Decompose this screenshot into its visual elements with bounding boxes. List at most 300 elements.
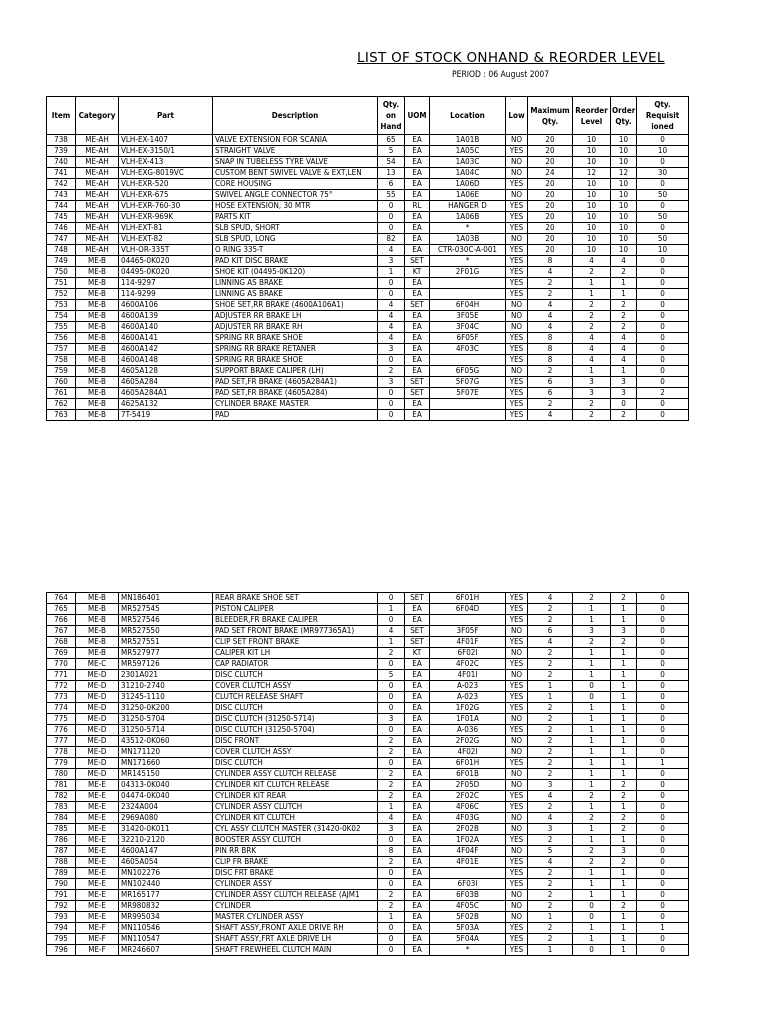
- cell-item: 742: [47, 179, 76, 190]
- table-row: [47, 879, 689, 890]
- cell-reorder-level: 10: [573, 135, 611, 146]
- cell-maximum-qty: 2: [528, 802, 573, 813]
- cell-description: DISC CLUTCH: [213, 703, 378, 714]
- cell-qty-requisitioned: 0: [637, 846, 689, 857]
- cell-description: ADJUSTER RR BRAKE LH: [213, 311, 378, 322]
- table-row: [47, 835, 689, 846]
- cell-description: PAD SET,FR BRAKE (4605A284A1): [213, 377, 378, 388]
- cell-description: CYLINDER KIT CLUTCH: [213, 813, 378, 824]
- cell-description: PIN RR BRK: [213, 846, 378, 857]
- cell-maximum-qty: 2: [528, 879, 573, 890]
- cell-description: CYLINDER: [213, 901, 378, 912]
- cell-qty-on-hand: 0: [378, 355, 405, 366]
- cell-item: 741: [47, 168, 76, 179]
- header-qty-requisitioned: Qty. Requisit ioned: [637, 97, 689, 135]
- cell-qty-on-hand: 8: [378, 846, 405, 857]
- cell-item: 763: [47, 410, 76, 421]
- cell-maximum-qty: 2: [528, 659, 573, 670]
- cell-uom: SET: [405, 256, 430, 267]
- cell-part: MR527545: [119, 604, 213, 615]
- cell-part: MR527550: [119, 626, 213, 637]
- cell-location: [430, 289, 506, 300]
- cell-order-qty: 1: [611, 604, 637, 615]
- cell-part: MR527546: [119, 615, 213, 626]
- cell-location: [430, 355, 506, 366]
- cell-reorder-level: 2: [573, 857, 611, 868]
- cell-order-qty: 10: [611, 223, 637, 234]
- cell-location: 5F07E: [430, 388, 506, 399]
- cell-location: [430, 868, 506, 879]
- cell-location: 6F04H: [430, 300, 506, 311]
- cell-qty-on-hand: 1: [378, 802, 405, 813]
- cell-category: ME-D: [76, 747, 119, 758]
- cell-reorder-level: 1: [573, 769, 611, 780]
- cell-order-qty: 1: [611, 714, 637, 725]
- header-part: Part: [119, 97, 213, 135]
- cell-description: SHAFT ASSY,FRT AXLE DRIVE LH: [213, 934, 378, 945]
- cell-reorder-level: 1: [573, 758, 611, 769]
- cell-uom: EA: [405, 135, 430, 146]
- cell-part: MN171660: [119, 758, 213, 769]
- cell-low: NO: [506, 190, 528, 201]
- cell-location: *: [430, 945, 506, 956]
- cell-maximum-qty: 4: [528, 857, 573, 868]
- cell-order-qty: 1: [611, 802, 637, 813]
- cell-item: 740: [47, 157, 76, 168]
- cell-order-qty: 12: [611, 168, 637, 179]
- cell-low: YES: [506, 278, 528, 289]
- cell-item: 781: [47, 780, 76, 791]
- cell-part: 32210-2120: [119, 835, 213, 846]
- cell-reorder-level: 2: [573, 399, 611, 410]
- cell-low: YES: [506, 659, 528, 670]
- cell-item: 754: [47, 311, 76, 322]
- cell-category: ME-AH: [76, 190, 119, 201]
- cell-description: CAP RADIATOR: [213, 659, 378, 670]
- cell-low: YES: [506, 256, 528, 267]
- cell-maximum-qty: 2: [528, 366, 573, 377]
- cell-reorder-level: 3: [573, 626, 611, 637]
- cell-item: 752: [47, 289, 76, 300]
- cell-order-qty: 3: [611, 377, 637, 388]
- table-row: [47, 311, 689, 322]
- table-row: [47, 868, 689, 879]
- cell-part: 2301A021: [119, 670, 213, 681]
- cell-maximum-qty: 2: [528, 604, 573, 615]
- cell-qty-requisitioned: 0: [637, 934, 689, 945]
- cell-order-qty: 4: [611, 344, 637, 355]
- table-row: [47, 703, 689, 714]
- cell-description: HOSE EXTENSION, 30 MTR: [213, 201, 378, 212]
- cell-qty-requisitioned: 10: [637, 146, 689, 157]
- cell-qty-on-hand: 4: [378, 245, 405, 256]
- cell-order-qty: 1: [611, 703, 637, 714]
- cell-uom: SET: [405, 300, 430, 311]
- table-row: [47, 256, 689, 267]
- cell-order-qty: 2: [611, 813, 637, 824]
- cell-reorder-level: 1: [573, 824, 611, 835]
- cell-uom: EA: [405, 157, 430, 168]
- cell-order-qty: 1: [611, 758, 637, 769]
- cell-order-qty: 1: [611, 725, 637, 736]
- cell-category: ME-D: [76, 681, 119, 692]
- cell-part: 04474-0K040: [119, 791, 213, 802]
- cell-uom: EA: [405, 780, 430, 791]
- cell-maximum-qty: 1: [528, 692, 573, 703]
- cell-qty-on-hand: 0: [378, 399, 405, 410]
- cell-category: ME-E: [76, 857, 119, 868]
- cell-description: PAD: [213, 410, 378, 421]
- cell-category: ME-E: [76, 879, 119, 890]
- cell-description: PAD KIT DISC BRAKE: [213, 256, 378, 267]
- cell-category: ME-F: [76, 945, 119, 956]
- cell-uom: EA: [405, 278, 430, 289]
- cell-item: 739: [47, 146, 76, 157]
- cell-qty-on-hand: 0: [378, 945, 405, 956]
- cell-qty-on-hand: 3: [378, 377, 405, 388]
- cell-qty-requisitioned: 0: [637, 289, 689, 300]
- cell-part: VLH-EXR-969K: [119, 212, 213, 223]
- cell-reorder-level: 2: [573, 637, 611, 648]
- cell-qty-requisitioned: 30: [637, 168, 689, 179]
- cell-part: MR527977: [119, 648, 213, 659]
- cell-qty-on-hand: 1: [378, 912, 405, 923]
- header-low: Low: [506, 97, 528, 135]
- cell-location: 4F04F: [430, 846, 506, 857]
- cell-maximum-qty: 3: [528, 824, 573, 835]
- cell-qty-on-hand: 0: [378, 681, 405, 692]
- cell-reorder-level: 1: [573, 890, 611, 901]
- cell-item: 782: [47, 791, 76, 802]
- cell-item: 777: [47, 736, 76, 747]
- cell-qty-on-hand: 0: [378, 593, 405, 604]
- cell-part: 2969A080: [119, 813, 213, 824]
- cell-low: YES: [506, 388, 528, 399]
- cell-order-qty: 10: [611, 245, 637, 256]
- cell-part: 31250-5704: [119, 714, 213, 725]
- header-reorder-level: Reorder Level: [573, 97, 611, 135]
- table-row: [47, 245, 689, 256]
- cell-low: NO: [506, 846, 528, 857]
- cell-qty-requisitioned: 0: [637, 399, 689, 410]
- cell-item: 769: [47, 648, 76, 659]
- table-row: [47, 300, 689, 311]
- cell-qty-requisitioned: 0: [637, 912, 689, 923]
- cell-low: NO: [506, 769, 528, 780]
- cell-uom: EA: [405, 725, 430, 736]
- cell-low: YES: [506, 703, 528, 714]
- cell-order-qty: 1: [611, 868, 637, 879]
- cell-location: 4F01F: [430, 637, 506, 648]
- cell-description: SHOE SET,RR BRAKE (4600A106A1): [213, 300, 378, 311]
- cell-location: 4F01E: [430, 857, 506, 868]
- cell-qty-on-hand: 54: [378, 157, 405, 168]
- cell-part: 4600A140: [119, 322, 213, 333]
- cell-order-qty: 1: [611, 769, 637, 780]
- cell-reorder-level: 0: [573, 692, 611, 703]
- cell-qty-on-hand: 0: [378, 758, 405, 769]
- cell-description: SPRING RR BRAKE SHOE: [213, 333, 378, 344]
- cell-description: DISC CLUTCH: [213, 758, 378, 769]
- cell-order-qty: 0: [611, 399, 637, 410]
- cell-description: CLIP SET FRONT BRAKE: [213, 637, 378, 648]
- cell-description: LINNING AS BRAKE: [213, 278, 378, 289]
- cell-category: ME-D: [76, 758, 119, 769]
- cell-order-qty: 10: [611, 157, 637, 168]
- cell-reorder-level: 2: [573, 300, 611, 311]
- cell-item: 757: [47, 344, 76, 355]
- cell-part: 4600A148: [119, 355, 213, 366]
- table-row: [47, 355, 689, 366]
- cell-order-qty: 1: [611, 736, 637, 747]
- cell-qty-requisitioned: 0: [637, 835, 689, 846]
- cell-part: 4600A106: [119, 300, 213, 311]
- cell-location: 1A01B: [430, 135, 506, 146]
- cell-reorder-level: 10: [573, 146, 611, 157]
- cell-reorder-level: 4: [573, 256, 611, 267]
- cell-uom: EA: [405, 758, 430, 769]
- cell-maximum-qty: 1: [528, 912, 573, 923]
- cell-description: SLB SPUD, LONG: [213, 234, 378, 245]
- cell-location: 4F03G: [430, 813, 506, 824]
- cell-uom: EA: [405, 692, 430, 703]
- cell-low: NO: [506, 780, 528, 791]
- cell-order-qty: 2: [611, 791, 637, 802]
- cell-description: CYLINDER ASSY CLUTCH RELEASE: [213, 769, 378, 780]
- cell-location: 6F04D: [430, 604, 506, 615]
- cell-description: DISC CLUTCH (31250-5714): [213, 714, 378, 725]
- cell-uom: EA: [405, 703, 430, 714]
- cell-reorder-level: 10: [573, 223, 611, 234]
- cell-order-qty: 1: [611, 289, 637, 300]
- cell-reorder-level: 4: [573, 355, 611, 366]
- cell-reorder-level: 1: [573, 802, 611, 813]
- cell-qty-requisitioned: 0: [637, 615, 689, 626]
- table-row: [47, 890, 689, 901]
- cell-low: YES: [506, 681, 528, 692]
- cell-category: ME-B: [76, 615, 119, 626]
- cell-order-qty: 1: [611, 912, 637, 923]
- cell-uom: EA: [405, 714, 430, 725]
- cell-maximum-qty: 2: [528, 399, 573, 410]
- cell-qty-requisitioned: 0: [637, 703, 689, 714]
- cell-category: ME-B: [76, 267, 119, 278]
- cell-location: HANGER D: [430, 201, 506, 212]
- cell-order-qty: 1: [611, 835, 637, 846]
- table-header-row: [47, 97, 689, 135]
- cell-category: ME-AH: [76, 157, 119, 168]
- cell-location: 4F05C: [430, 901, 506, 912]
- cell-location: [430, 410, 506, 421]
- cell-location: 1A05C: [430, 146, 506, 157]
- cell-part: 31210-2740: [119, 681, 213, 692]
- cell-location: 1A03C: [430, 157, 506, 168]
- table-row: [47, 399, 689, 410]
- cell-qty-requisitioned: 0: [637, 813, 689, 824]
- table-row: [47, 410, 689, 421]
- cell-item: 761: [47, 388, 76, 399]
- cell-low: NO: [506, 824, 528, 835]
- cell-description: CORE HOUSING: [213, 179, 378, 190]
- cell-order-qty: 2: [611, 267, 637, 278]
- cell-item: 753: [47, 300, 76, 311]
- cell-reorder-level: 10: [573, 179, 611, 190]
- cell-part: VLH-EXR-760-30: [119, 201, 213, 212]
- table-row: [47, 758, 689, 769]
- cell-uom: EA: [405, 604, 430, 615]
- cell-part: MR597126: [119, 659, 213, 670]
- cell-qty-requisitioned: 0: [637, 410, 689, 421]
- cell-location: 6F05G: [430, 366, 506, 377]
- cell-part: 4600A142: [119, 344, 213, 355]
- cell-maximum-qty: 20: [528, 223, 573, 234]
- cell-part: 04313-0K040: [119, 780, 213, 791]
- cell-uom: EA: [405, 923, 430, 934]
- cell-qty-on-hand: 6: [378, 179, 405, 190]
- cell-order-qty: 10: [611, 201, 637, 212]
- cell-category: ME-B: [76, 377, 119, 388]
- cell-low: YES: [506, 692, 528, 703]
- cell-description: CYL ASSY CLUTCH MASTER (31420-0K02: [213, 824, 378, 835]
- cell-qty-requisitioned: 0: [637, 267, 689, 278]
- cell-low: YES: [506, 758, 528, 769]
- cell-reorder-level: 1: [573, 289, 611, 300]
- cell-low: NO: [506, 912, 528, 923]
- cell-maximum-qty: 2: [528, 868, 573, 879]
- cell-reorder-level: 1: [573, 366, 611, 377]
- cell-description: COVER CLUTCH ASSY: [213, 681, 378, 692]
- cell-low: NO: [506, 322, 528, 333]
- cell-uom: EA: [405, 736, 430, 747]
- cell-reorder-level: 2: [573, 267, 611, 278]
- table-row: [47, 278, 689, 289]
- cell-item: 755: [47, 322, 76, 333]
- cell-order-qty: 3: [611, 388, 637, 399]
- cell-qty-on-hand: 4: [378, 311, 405, 322]
- cell-qty-requisitioned: 50: [637, 234, 689, 245]
- cell-description: DISC FRONT: [213, 736, 378, 747]
- cell-reorder-level: 1: [573, 659, 611, 670]
- cell-maximum-qty: 2: [528, 747, 573, 758]
- cell-category: ME-AH: [76, 135, 119, 146]
- cell-order-qty: 1: [611, 278, 637, 289]
- cell-reorder-level: 2: [573, 813, 611, 824]
- cell-low: NO: [506, 901, 528, 912]
- cell-item: 785: [47, 824, 76, 835]
- cell-maximum-qty: 20: [528, 157, 573, 168]
- cell-uom: KT: [405, 648, 430, 659]
- cell-reorder-level: 2: [573, 791, 611, 802]
- cell-order-qty: 10: [611, 179, 637, 190]
- cell-item: 768: [47, 637, 76, 648]
- cell-location: 1A03B: [430, 234, 506, 245]
- cell-part: VLH-EXT-82: [119, 234, 213, 245]
- cell-order-qty: 1: [611, 923, 637, 934]
- cell-uom: EA: [405, 311, 430, 322]
- cell-description: CYLINDER KIT REAR: [213, 791, 378, 802]
- table-row: [47, 388, 689, 399]
- cell-part: VLH-EX-1407: [119, 135, 213, 146]
- cell-qty-requisitioned: 0: [637, 681, 689, 692]
- cell-part: VLH-OR-335T: [119, 245, 213, 256]
- cell-order-qty: 4: [611, 333, 637, 344]
- cell-part: 4605A284A1: [119, 388, 213, 399]
- cell-description: SPRING RR BRAKE RETANER: [213, 344, 378, 355]
- cell-location: 6F01H: [430, 758, 506, 769]
- cell-qty-requisitioned: 0: [637, 648, 689, 659]
- cell-part: MN186401: [119, 593, 213, 604]
- cell-qty-on-hand: 1: [378, 604, 405, 615]
- cell-uom: EA: [405, 245, 430, 256]
- cell-uom: EA: [405, 366, 430, 377]
- cell-part: VLH-EXT-81: [119, 223, 213, 234]
- cell-low: YES: [506, 725, 528, 736]
- cell-reorder-level: 12: [573, 168, 611, 179]
- cell-order-qty: 1: [611, 366, 637, 377]
- cell-uom: EA: [405, 769, 430, 780]
- cell-item: 751: [47, 278, 76, 289]
- cell-maximum-qty: 20: [528, 201, 573, 212]
- cell-qty-on-hand: 0: [378, 223, 405, 234]
- cell-location: 2F02G: [430, 736, 506, 747]
- cell-location: [430, 399, 506, 410]
- cell-item: 745: [47, 212, 76, 223]
- cell-item: 766: [47, 615, 76, 626]
- cell-qty-on-hand: 2: [378, 857, 405, 868]
- cell-maximum-qty: 20: [528, 234, 573, 245]
- cell-qty-on-hand: 0: [378, 212, 405, 223]
- table-row: [47, 135, 689, 146]
- cell-qty-on-hand: 5: [378, 146, 405, 157]
- table-row: [47, 725, 689, 736]
- cell-item: 767: [47, 626, 76, 637]
- cell-uom: EA: [405, 355, 430, 366]
- cell-qty-requisitioned: 2: [637, 388, 689, 399]
- cell-part: MN102276: [119, 868, 213, 879]
- cell-uom: SET: [405, 593, 430, 604]
- table-row: [47, 626, 689, 637]
- cell-location: 2F02C: [430, 791, 506, 802]
- cell-part: 31250-5714: [119, 725, 213, 736]
- cell-qty-requisitioned: 0: [637, 593, 689, 604]
- cell-maximum-qty: 2: [528, 703, 573, 714]
- cell-location: A-036: [430, 725, 506, 736]
- cell-category: ME-B: [76, 366, 119, 377]
- table-row: [47, 344, 689, 355]
- cell-qty-on-hand: 5: [378, 670, 405, 681]
- header-item: Item: [47, 97, 76, 135]
- cell-reorder-level: 1: [573, 835, 611, 846]
- cell-description: LINNING AS BRAKE: [213, 289, 378, 300]
- cell-part: VLH-EX-3150/1: [119, 146, 213, 157]
- cell-low: YES: [506, 934, 528, 945]
- cell-maximum-qty: 20: [528, 146, 573, 157]
- cell-qty-on-hand: 4: [378, 300, 405, 311]
- cell-reorder-level: 3: [573, 388, 611, 399]
- cell-order-qty: 1: [611, 945, 637, 956]
- cell-item: 749: [47, 256, 76, 267]
- cell-uom: EA: [405, 190, 430, 201]
- cell-reorder-level: 1: [573, 725, 611, 736]
- table-row: [47, 912, 689, 923]
- cell-low: NO: [506, 135, 528, 146]
- cell-qty-requisitioned: 0: [637, 135, 689, 146]
- cell-location: 5F02B: [430, 912, 506, 923]
- cell-qty-on-hand: 0: [378, 289, 405, 300]
- cell-location: 2F01G: [430, 267, 506, 278]
- cell-qty-on-hand: 2: [378, 366, 405, 377]
- cell-description: ADJUSTER RR BRAKE RH: [213, 322, 378, 333]
